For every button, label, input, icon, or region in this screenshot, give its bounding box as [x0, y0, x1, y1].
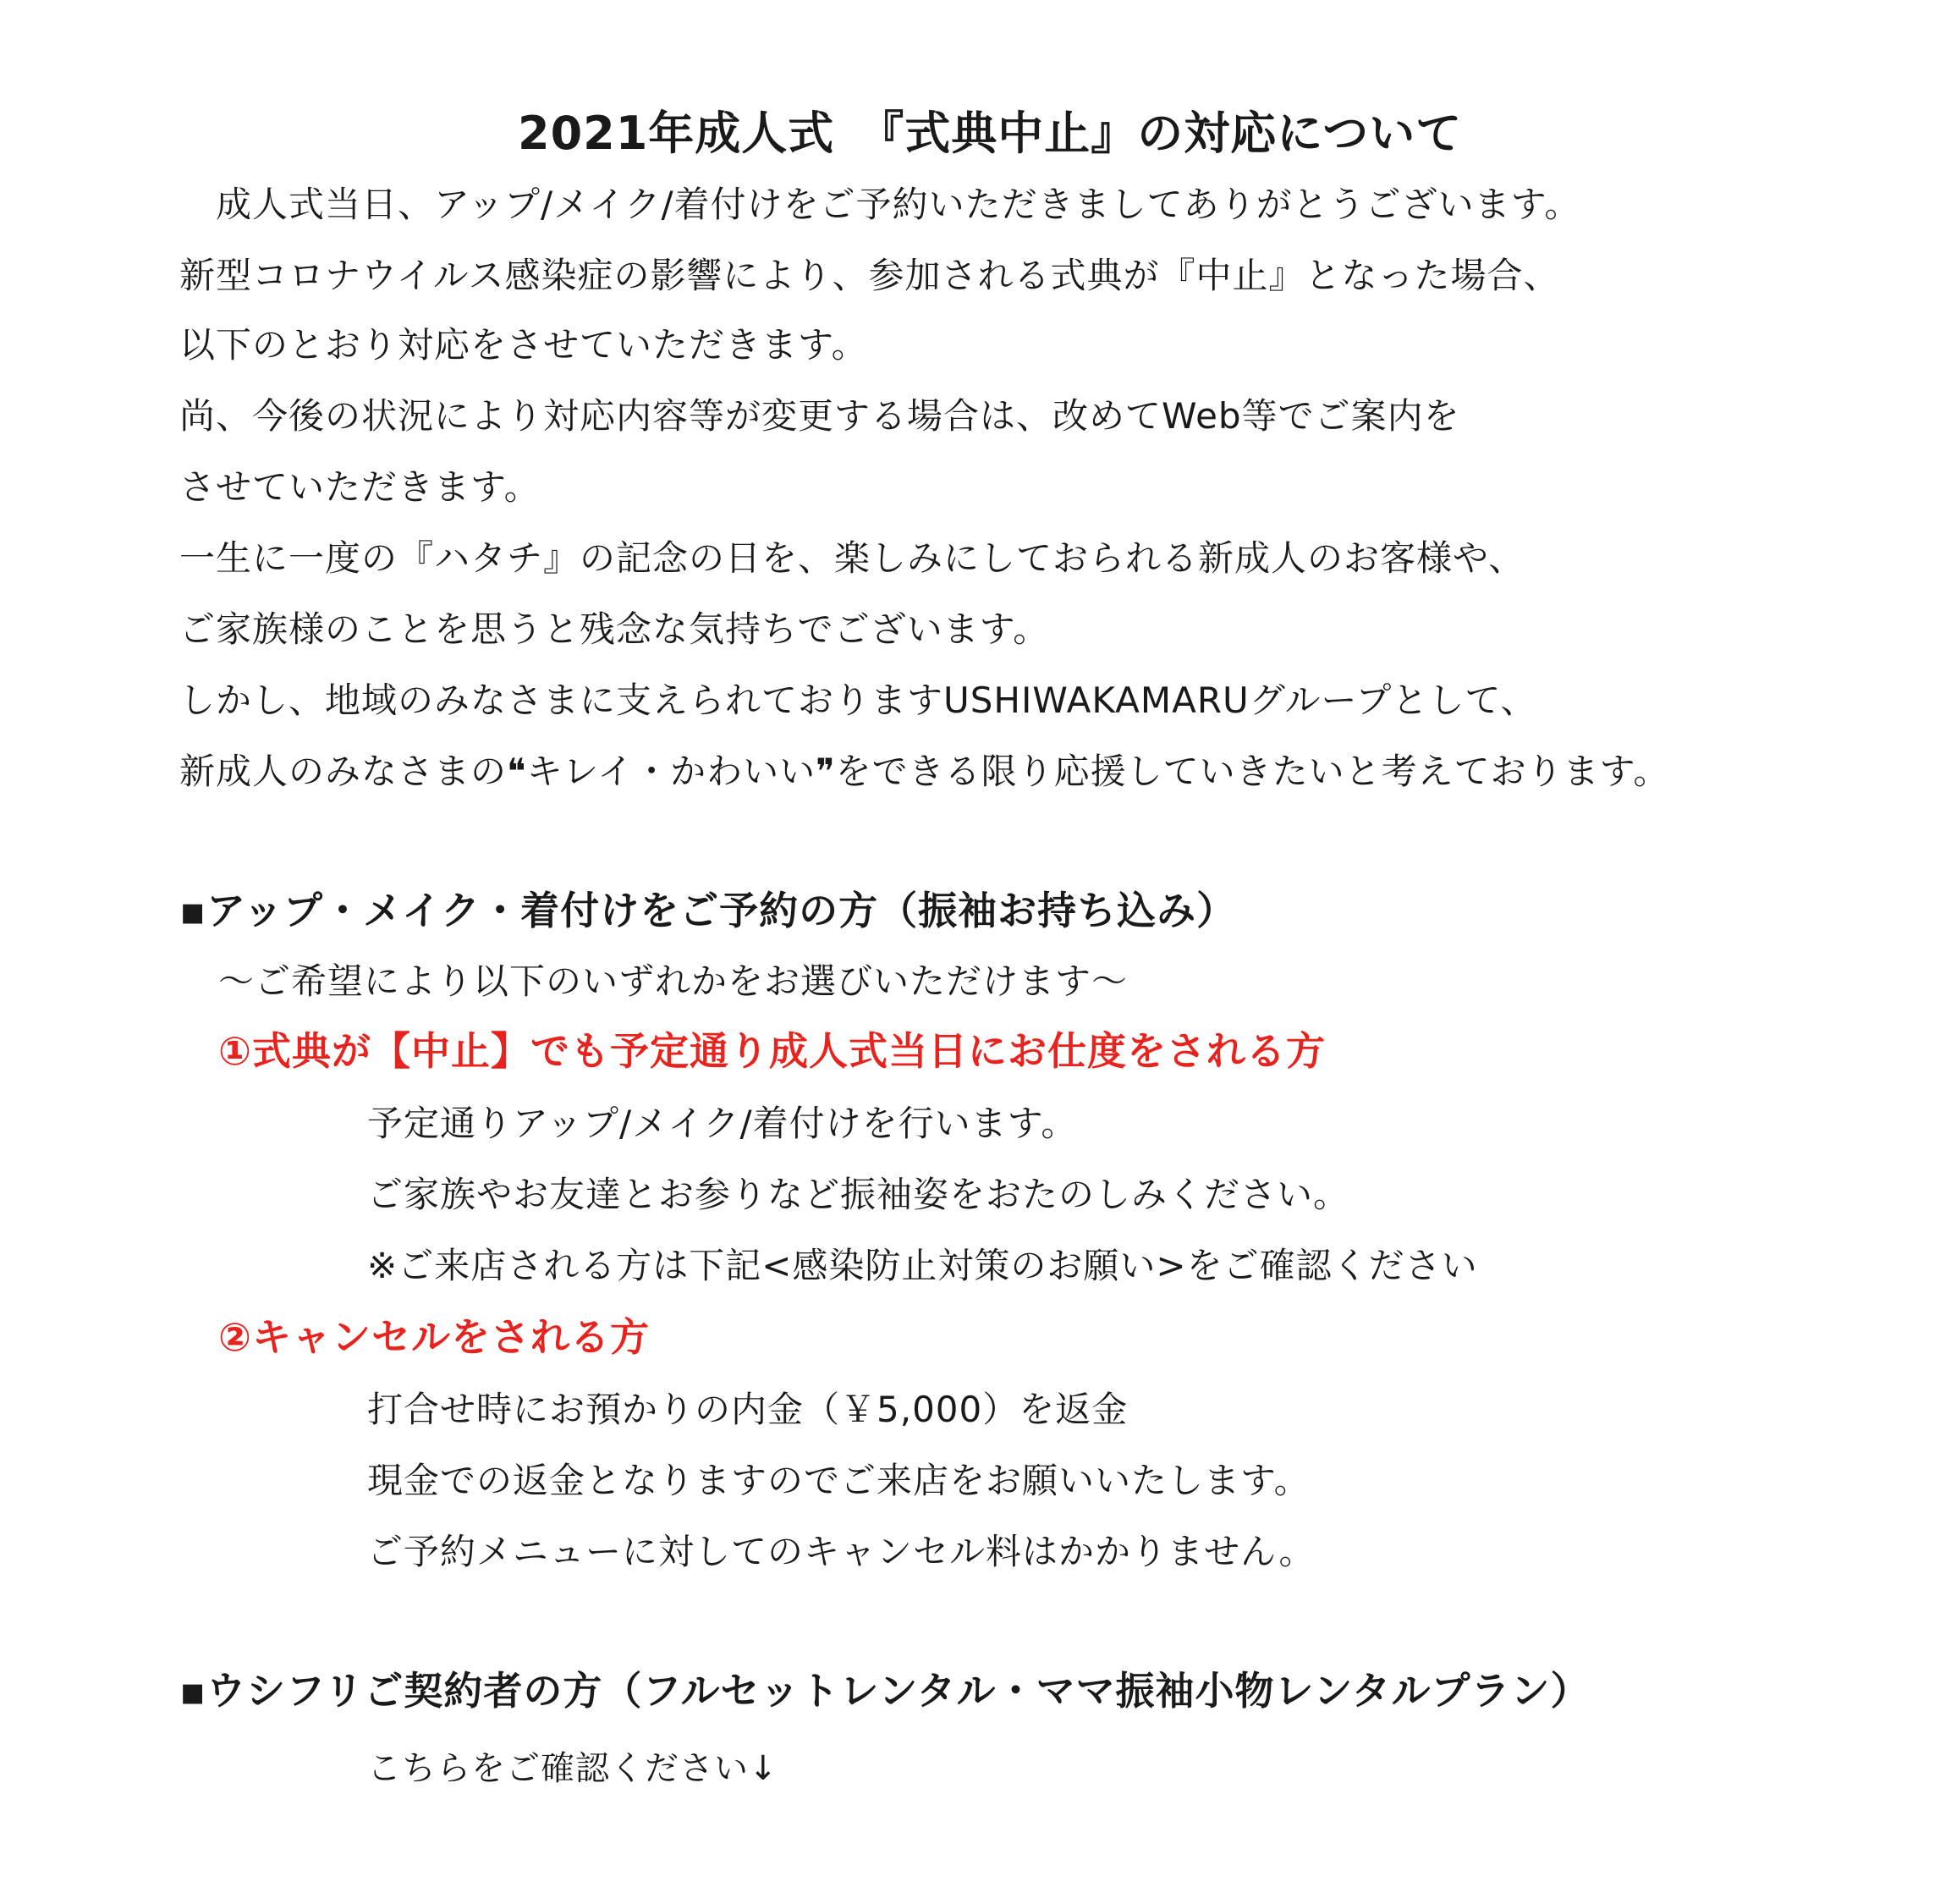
option-2-line-2: 現金での返金となりますのでご来店をお願いいたします。 [367, 1460, 1311, 1501]
intro-line-3: 以下のとおり対応をさせていただきます。 [179, 324, 868, 366]
option-2-line-1: 打合せ時にお預かりの内金（￥5,000）を返金 [367, 1389, 1129, 1430]
intro-line-2: 新型コロナウイルス感染症の影響により、参加される式典が『中止』となった場合、 [179, 255, 1560, 296]
page-title: 2021年成人式 『式典中止』の対応について [518, 107, 1463, 160]
option-2-line-3: ご予約メニューに対してのキャンセル料はかかりません。 [367, 1531, 1316, 1572]
intro-line-4: 尚、今後の状況により対応内容等が変更する場合は、改めてWeb等でご案内を [179, 395, 1460, 437]
intro-line-9: 新成人のみなさまの❝キレイ・かわいい❞をできる限り応援していきたいと考えております。 [179, 751, 1670, 792]
option-1-line-1: 予定通りアップ/メイク/着付けを行います。 [367, 1103, 1078, 1144]
intro-line-1: 成人式当日、アップ/メイク/着付けをご予約いただきましてありがとうございます。 [179, 184, 1581, 225]
section-heading-makeup: ▪アップ・メイク・着付けをご予約の方（振袖お持ち込み） [179, 888, 1237, 933]
intro-line-8: しかし、地域のみなさまに支えられておりますUSHIWAKAMARUグループとして、 [179, 680, 1537, 721]
option-1-line-2: ご家族やお友達とお参りなど振袖姿をおたのしみください。 [367, 1174, 1350, 1215]
option-2-label: ②キャンセルをされる方 [218, 1314, 650, 1360]
section-heading-ushifuri: ▪ウシフリご契約者の方（フルセットレンタル・ママ振袖小物レンタルプラン） [179, 1668, 1591, 1714]
option-1-label: ①式典が【中止】でも予定通り成人式当日にお仕度をされる方 [218, 1028, 1326, 1074]
option-1-line-3: ※ご来店される方は下記<感染防止対策のお願い>をご確認ください [367, 1245, 1478, 1286]
section-subheading: 〜ご希望により以下のいずれかをお選びいただけます〜 [218, 960, 1129, 1002]
intro-line-5: させていただきます。 [179, 466, 541, 508]
intro-line-7: ご家族様のことを思うと残念な気持ちでございます。 [179, 608, 1050, 650]
intro-line-6: 一生に一度の『ハタチ』の記念の日を、楽しみにしておられる新成人のお客様や、 [179, 537, 1525, 579]
ushifuri-note: こちらをご確認ください↓ [367, 1749, 778, 1788]
